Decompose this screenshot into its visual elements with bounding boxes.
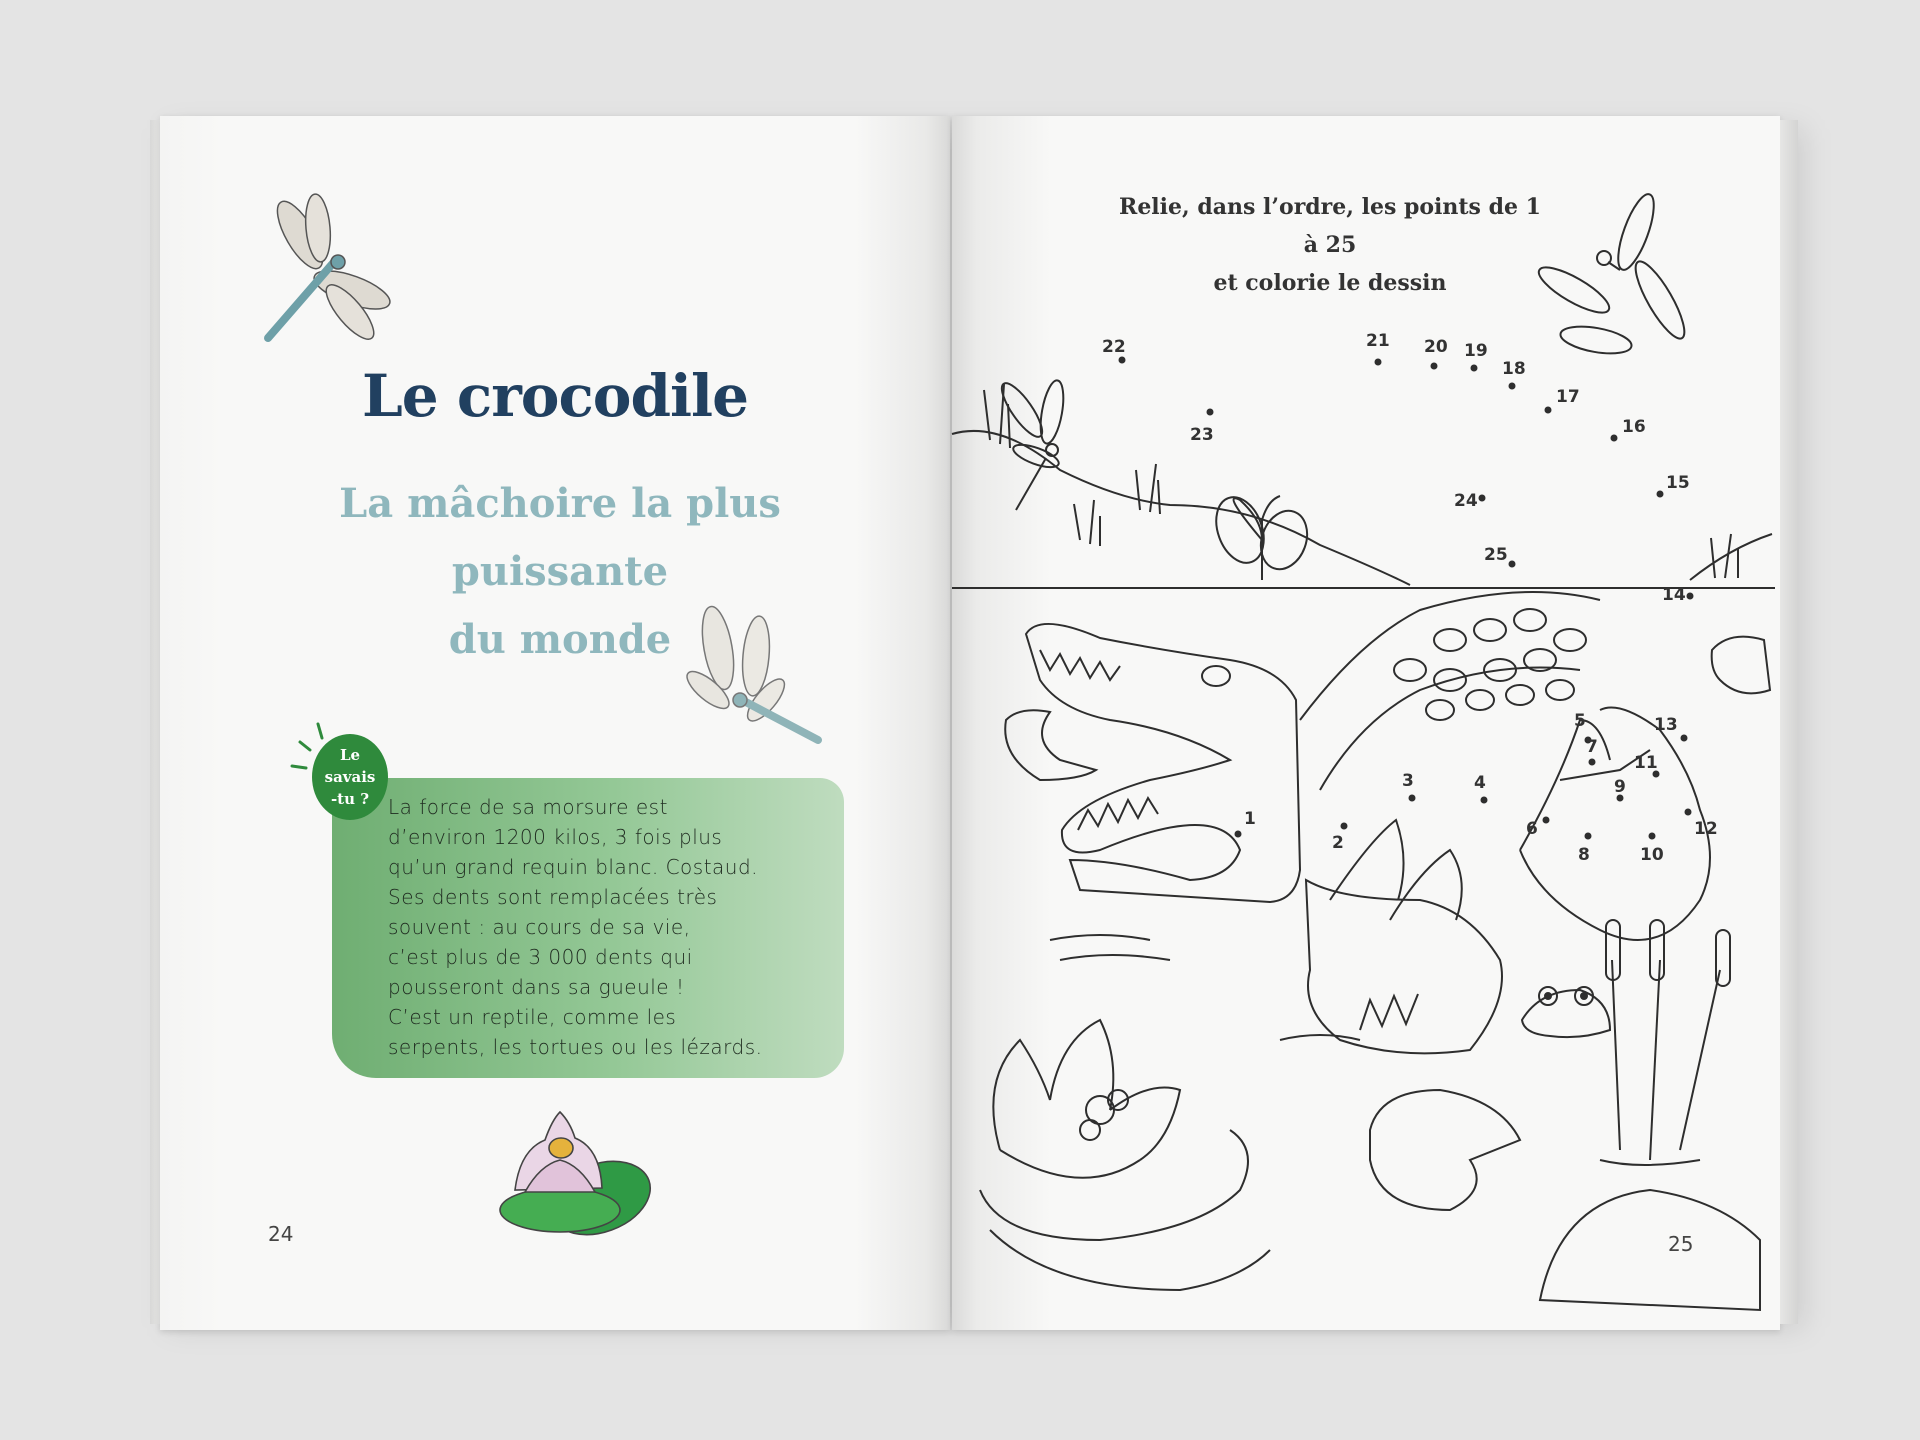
fact-line: pousseront dans sa gueule ! [388,975,685,999]
fact-line: c’est plus de 3 000 dents qui [388,945,693,969]
fact-line: d’environ 1200 kilos, 3 fois plus [388,825,723,849]
page-number-left: 24 [268,1222,294,1246]
dot-point-13 [1681,735,1688,742]
dot-point-2 [1341,823,1348,830]
dot-label-2: 2 [1332,833,1344,853]
dot-label-25: 25 [1484,545,1508,565]
dot-point-20 [1431,363,1438,370]
dot-label-16: 16 [1622,417,1646,437]
dragonfly-icon [995,378,1067,510]
dot-to-dot-points [1102,331,1718,865]
dot-point-19 [1471,365,1478,372]
butterfly-icon [1208,491,1315,580]
dot-point-12 [1685,809,1692,816]
badge-line-2: savais [324,768,376,786]
dot-label-1: 1 [1244,809,1256,829]
instruction-line-2: et colorie le dessin [1213,270,1447,296]
fact-line: serpents, les tortues ou les lézards. [388,1035,763,1059]
instruction-line-1: Relie, dans l’ordre, les points de 1 à 25 [1119,194,1541,258]
dot-label-15: 15 [1666,473,1690,493]
fact-line: Ses dents sont remplacées très [388,885,718,909]
dot-point-23 [1207,409,1214,416]
dot-label-6: 6 [1526,819,1538,839]
dot-label-4: 4 [1474,773,1486,793]
fact-line: souvent : au cours de sa vie, [388,915,691,939]
dot-label-20: 20 [1424,337,1448,357]
subtitle-line-1: La mâchoire la plus puissante [339,480,781,595]
dot-label-11: 11 [1634,753,1658,773]
fact-line: C’est un reptile, comme les [388,1005,677,1029]
dragonfly-icon [1533,190,1692,358]
dot-point-21 [1375,359,1382,366]
dot-point-15 [1657,491,1664,498]
dot-point-18 [1509,383,1516,390]
dot-point-7 [1589,759,1596,766]
dot-point-10 [1649,833,1656,840]
dot-point-1 [1235,831,1242,838]
dot-label-14: 14 [1662,585,1686,605]
cattail-icon [1600,920,1730,1165]
dot-label-9: 9 [1614,777,1626,797]
dot-point-25 [1509,561,1516,568]
water-ripples [1050,935,1360,1040]
riverbank-drawing [952,384,1775,588]
dot-point-8 [1585,833,1592,840]
crocodile-drawing [1026,592,1710,1053]
water-lily-icon [980,1020,1270,1290]
subtitle-line-2: du monde [448,616,672,663]
fact-line: qu’un grand requin blanc. Costaud. [388,855,759,879]
dot-label-24: 24 [1454,491,1478,511]
badge-line-3: -tu ? [330,790,370,808]
dot-label-19: 19 [1464,341,1488,361]
dot-label-10: 10 [1640,845,1664,865]
dot-point-4 [1481,797,1488,804]
dot-label-18: 18 [1502,359,1526,379]
dot-point-22 [1119,357,1126,364]
dot-label-8: 8 [1578,845,1590,865]
page-number-right: 25 [1668,1232,1694,1256]
dot-label-23: 23 [1190,425,1214,445]
dot-point-14 [1687,593,1694,600]
badge-line-1: Le [339,746,361,764]
dot-label-13: 13 [1654,715,1678,735]
dot-label-12: 12 [1694,819,1718,839]
dot-point-24 [1479,495,1486,502]
dot-point-16 [1611,435,1618,442]
frog-icon [1522,987,1610,1037]
lily-pad-icon [1005,637,1770,1310]
dot-label-22: 22 [1102,337,1126,357]
fact-line: La force de sa morsure est [388,795,668,819]
dot-point-6 [1543,817,1550,824]
dot-label-3: 3 [1402,771,1414,791]
dot-label-21: 21 [1366,331,1390,351]
dot-label-17: 17 [1556,387,1580,407]
dot-label-5: 5 [1574,711,1586,731]
page-title: Le crocodile [362,362,748,430]
dot-point-17 [1545,407,1552,414]
dot-point-3 [1409,795,1416,802]
dot-label-7: 7 [1586,737,1598,757]
